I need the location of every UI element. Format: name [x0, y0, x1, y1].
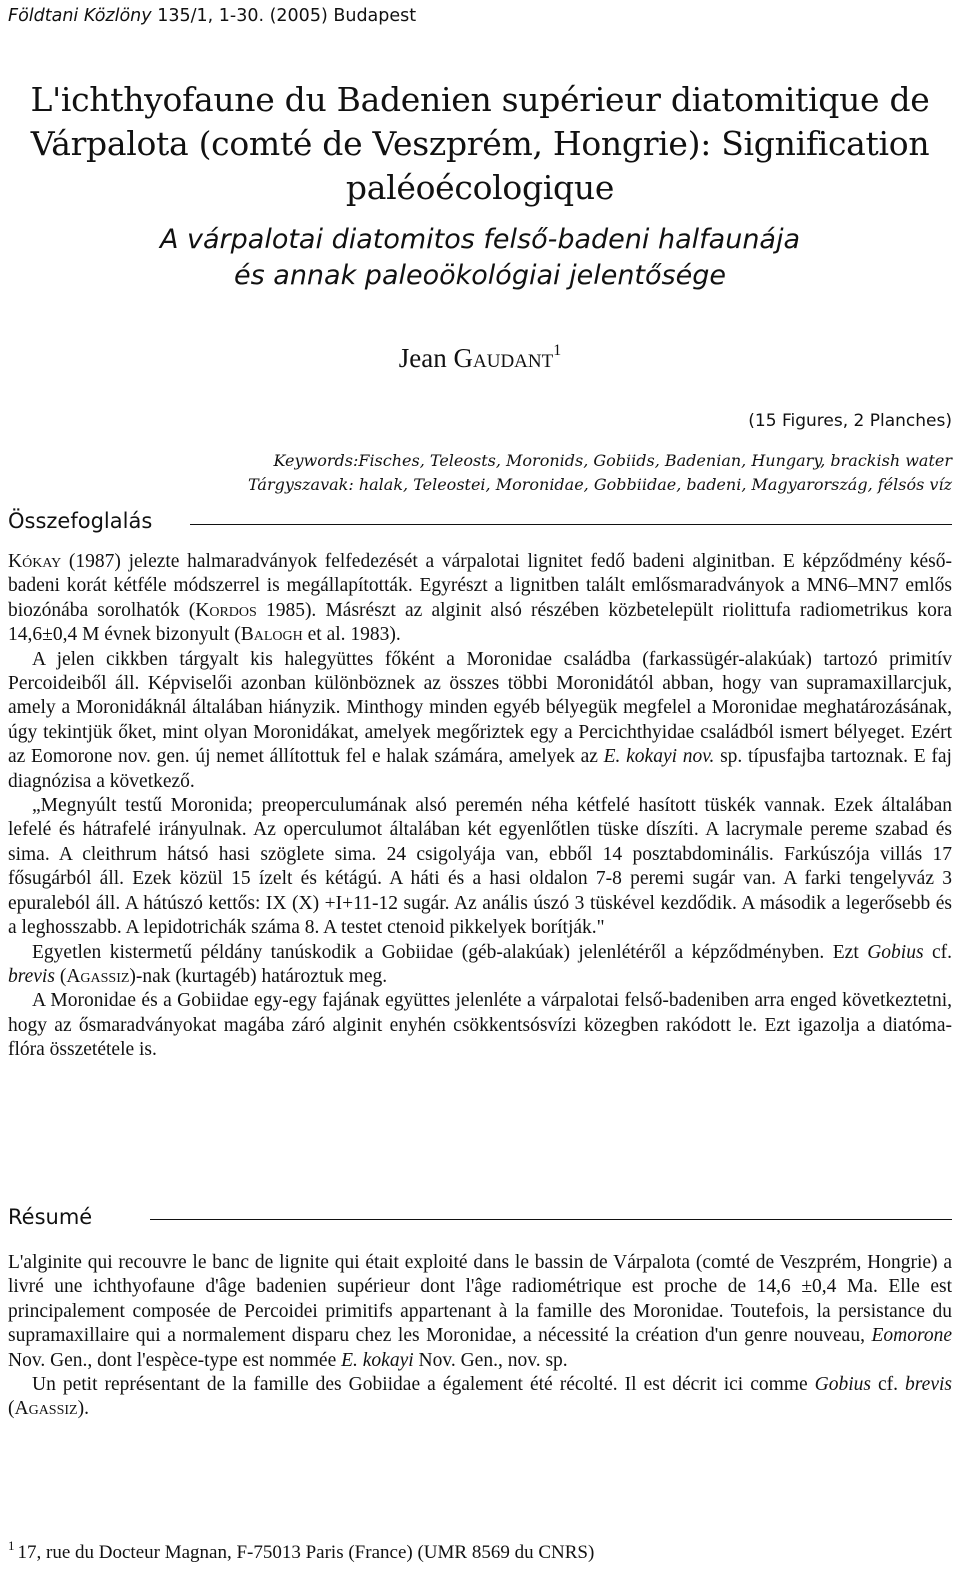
title-line: Várpalota (comté de Veszprém, Hongrie): Signification: [30, 124, 930, 163]
journal-citation: [8, 6, 416, 26]
journal-volume-pages: 135/1, 1-30. (2005) Budapest: [157, 6, 417, 26]
paragraph: [8, 941, 952, 990]
keywords: [248, 449, 952, 497]
italic-term: E. kokayi nov.: [603, 746, 715, 768]
text-run: cf.: [870, 1374, 906, 1396]
keywords-hungarian: Tárgyszavak: halak, Teleostei, Moronidae, Gobbiidae, badeni, Magyarország, félsós víz: [248, 475, 952, 494]
italic-term: Gobius: [814, 1374, 871, 1396]
text-run: Nov. Gen., dont l'espèce-type est nommée: [8, 1349, 342, 1371]
paragraph: [8, 1251, 952, 1373]
text-run: Egyetlen kistermetű példány tanúskodik a Gobiidae (géb-alakúak) jelenlétéről a képződményben. Ezt: [32, 941, 868, 963]
author-citation: Balogh: [240, 624, 303, 646]
text-run: „Megnyúlt testű Moronida; preoperculumának alsó peremén néha kétfelé hasított tüskék vannak. Ezek általában lefelé és hátrafelé irányulnak. Az operculumot általában két egyenlőtlen tüske díszíti. A lacrymale pereme szabad és sima. A cleithrum hátsó hasi szöglete sima. 24 csigolyája van, ebből 14 posztabdominális. Farkúszója villás 17 fősugárból áll. Ezek közül 15 ízelt és kétágú. A háti és a hasi oldalon 7-8 peremi sugár van. A farki tengelyváz 3 epuraleból áll. A hátúszó kettős: IX (X) +I+11-12 sugár. Az anális úszó 3 tüskével kezdődik. A második a legerősebb és a leghosszabb. A lepidotrichák száma 8. A testet ctenoid pikkelyek borítják.": [8, 795, 952, 939]
keywords-english: Keywords:Fisches, Teleosts, Moronids, Gobiids, Badenian, Hungary, brackish water: [273, 451, 952, 470]
author: [0, 342, 960, 374]
author-citation: Agassiz: [14, 1398, 78, 1420]
text-run: Nov. Gen., nov. sp.: [413, 1349, 568, 1371]
text-run: (1987) jelezte halmaradványok felfedezését a várpalotai lignitet fedő badeni alginitban. E képződmény késő-badeni korát kétféle módszerrel is megállapították. Egyrészt a lignitben talált emlősmaradványok a MN6–MN7 emlős biozónába sorolhatók (: [8, 551, 952, 621]
paragraph: [8, 550, 952, 648]
subtitle-line: és annak paleoökológiai jelentősége: [234, 260, 726, 291]
author-last-name: Gaudant: [453, 343, 554, 373]
author-citation: Kordos: [195, 599, 257, 621]
section-rule: [190, 524, 952, 525]
author-citation: Agassiz: [66, 965, 130, 987]
subtitle-line: A várpalotai diatomitos felső-badeni halfaunája: [159, 224, 801, 255]
text-run: sp. típusfajba tartoznak. E faj diagnózisa a következő.: [8, 746, 952, 792]
italic-term: Gobius: [867, 941, 924, 963]
paragraph: [8, 989, 952, 1062]
italic-term: brevis: [8, 965, 55, 987]
text-run: cf.: [923, 941, 952, 963]
text-run: Un petit représentant de la famille des Gobiidae a également été récolté. Il est décrit ici comme: [32, 1374, 815, 1396]
figures-note: (15 Figures, 2 Planches): [748, 411, 952, 431]
paragraph: [8, 648, 952, 794]
author-footnote-mark: 1: [553, 342, 562, 359]
resume-heading: Résumé: [8, 1205, 93, 1229]
footnote-text: 17, rue du Docteur Magnan, F-75013 Paris (France) (UMR 8569 du CNRS): [17, 1542, 595, 1563]
journal-name: Földtani Közlöny: [8, 6, 152, 26]
italic-term: Eomorone: [871, 1325, 952, 1347]
text-run: et al. 1983).: [302, 624, 401, 646]
italic-term: brevis: [905, 1374, 952, 1396]
text-run: 1985). Másrészt az alginit alsó részében közbetelepült riolittufa radiometrikus kora 14,6±0,4 M évnek bizonyult (: [8, 599, 952, 646]
title-line: L'ichthyofaune du Badenien supérieur diatomitique de: [30, 80, 930, 119]
text-run: ).: [77, 1398, 89, 1420]
paragraph: [8, 1373, 952, 1422]
osszefoglalas-heading: Összefoglalás: [8, 509, 153, 533]
author-first-name: Jean: [398, 343, 447, 373]
article-subtitle: [0, 222, 960, 294]
article-title: [0, 78, 960, 210]
text-run: A jelen cikkben tárgyalt kis halegyüttes főként a Moronidae családba (farkassügér-alakúak) tartozó primitív Percoideiből áll. Képviselői azonban különböznek az összes többi Moronidától abban, hogy van supramaxillarcjuk, amely a Moronidáknál általában hiányzik. Minthogy minden egyéb bélyegük megfelel a Moronidae meghatározásának, úgy tekintjük őket, mint olyan Moronidákat, amelyek megőriztek egy a Percichthyidae családból ismert bélyeget. Ezért az Eomorone nov. gen. új nemet állítottuk fel e halak számára, amelyek az: [8, 648, 952, 768]
paragraph: [8, 794, 952, 940]
resume-body: [8, 1251, 952, 1422]
footnote-mark: 1: [8, 1538, 15, 1553]
text-run: (: [54, 965, 67, 987]
text-run: )-nak (kurtagéb) határoztuk meg.: [129, 965, 388, 987]
footnote: [8, 1538, 594, 1564]
section-rule: [150, 1219, 952, 1220]
text-run: L'alginite qui recouvre le banc de lignite qui était exploité dans le bassin de Várpalota (comté de Veszprém, Hongrie) a livré une ichthyofaune d'âge badenien supérieur dont l'âge radiométrique est proche de 14,6 ±0,4 Ma. Elle est principalement composée de Percoidei primitifs appartenant à la famille des Moronidae. Toutefois, la persistance du supramaxillaire qui a normalement disparu chez les Moronidae, a nécessité la création d'un genre nouveau,: [8, 1252, 952, 1347]
osszefoglalas-body: [8, 550, 952, 1063]
author-citation: Kókay: [8, 551, 62, 572]
text-run: (: [8, 1398, 15, 1420]
title-line: paléoécologique: [345, 168, 615, 207]
italic-term: E. kokayi: [341, 1349, 414, 1371]
text-run: A Moronidae és a Gobiidae egy-egy fajának együttes jelenléte a várpalotai felső-badeniben arra enged következtetni, hogy az ősmaradványokat magába záró alginit enyhén csökkentsósvízi közegben rakódott le. Ezt igazolja a diatóma-flóra összetétele is.: [8, 990, 952, 1061]
